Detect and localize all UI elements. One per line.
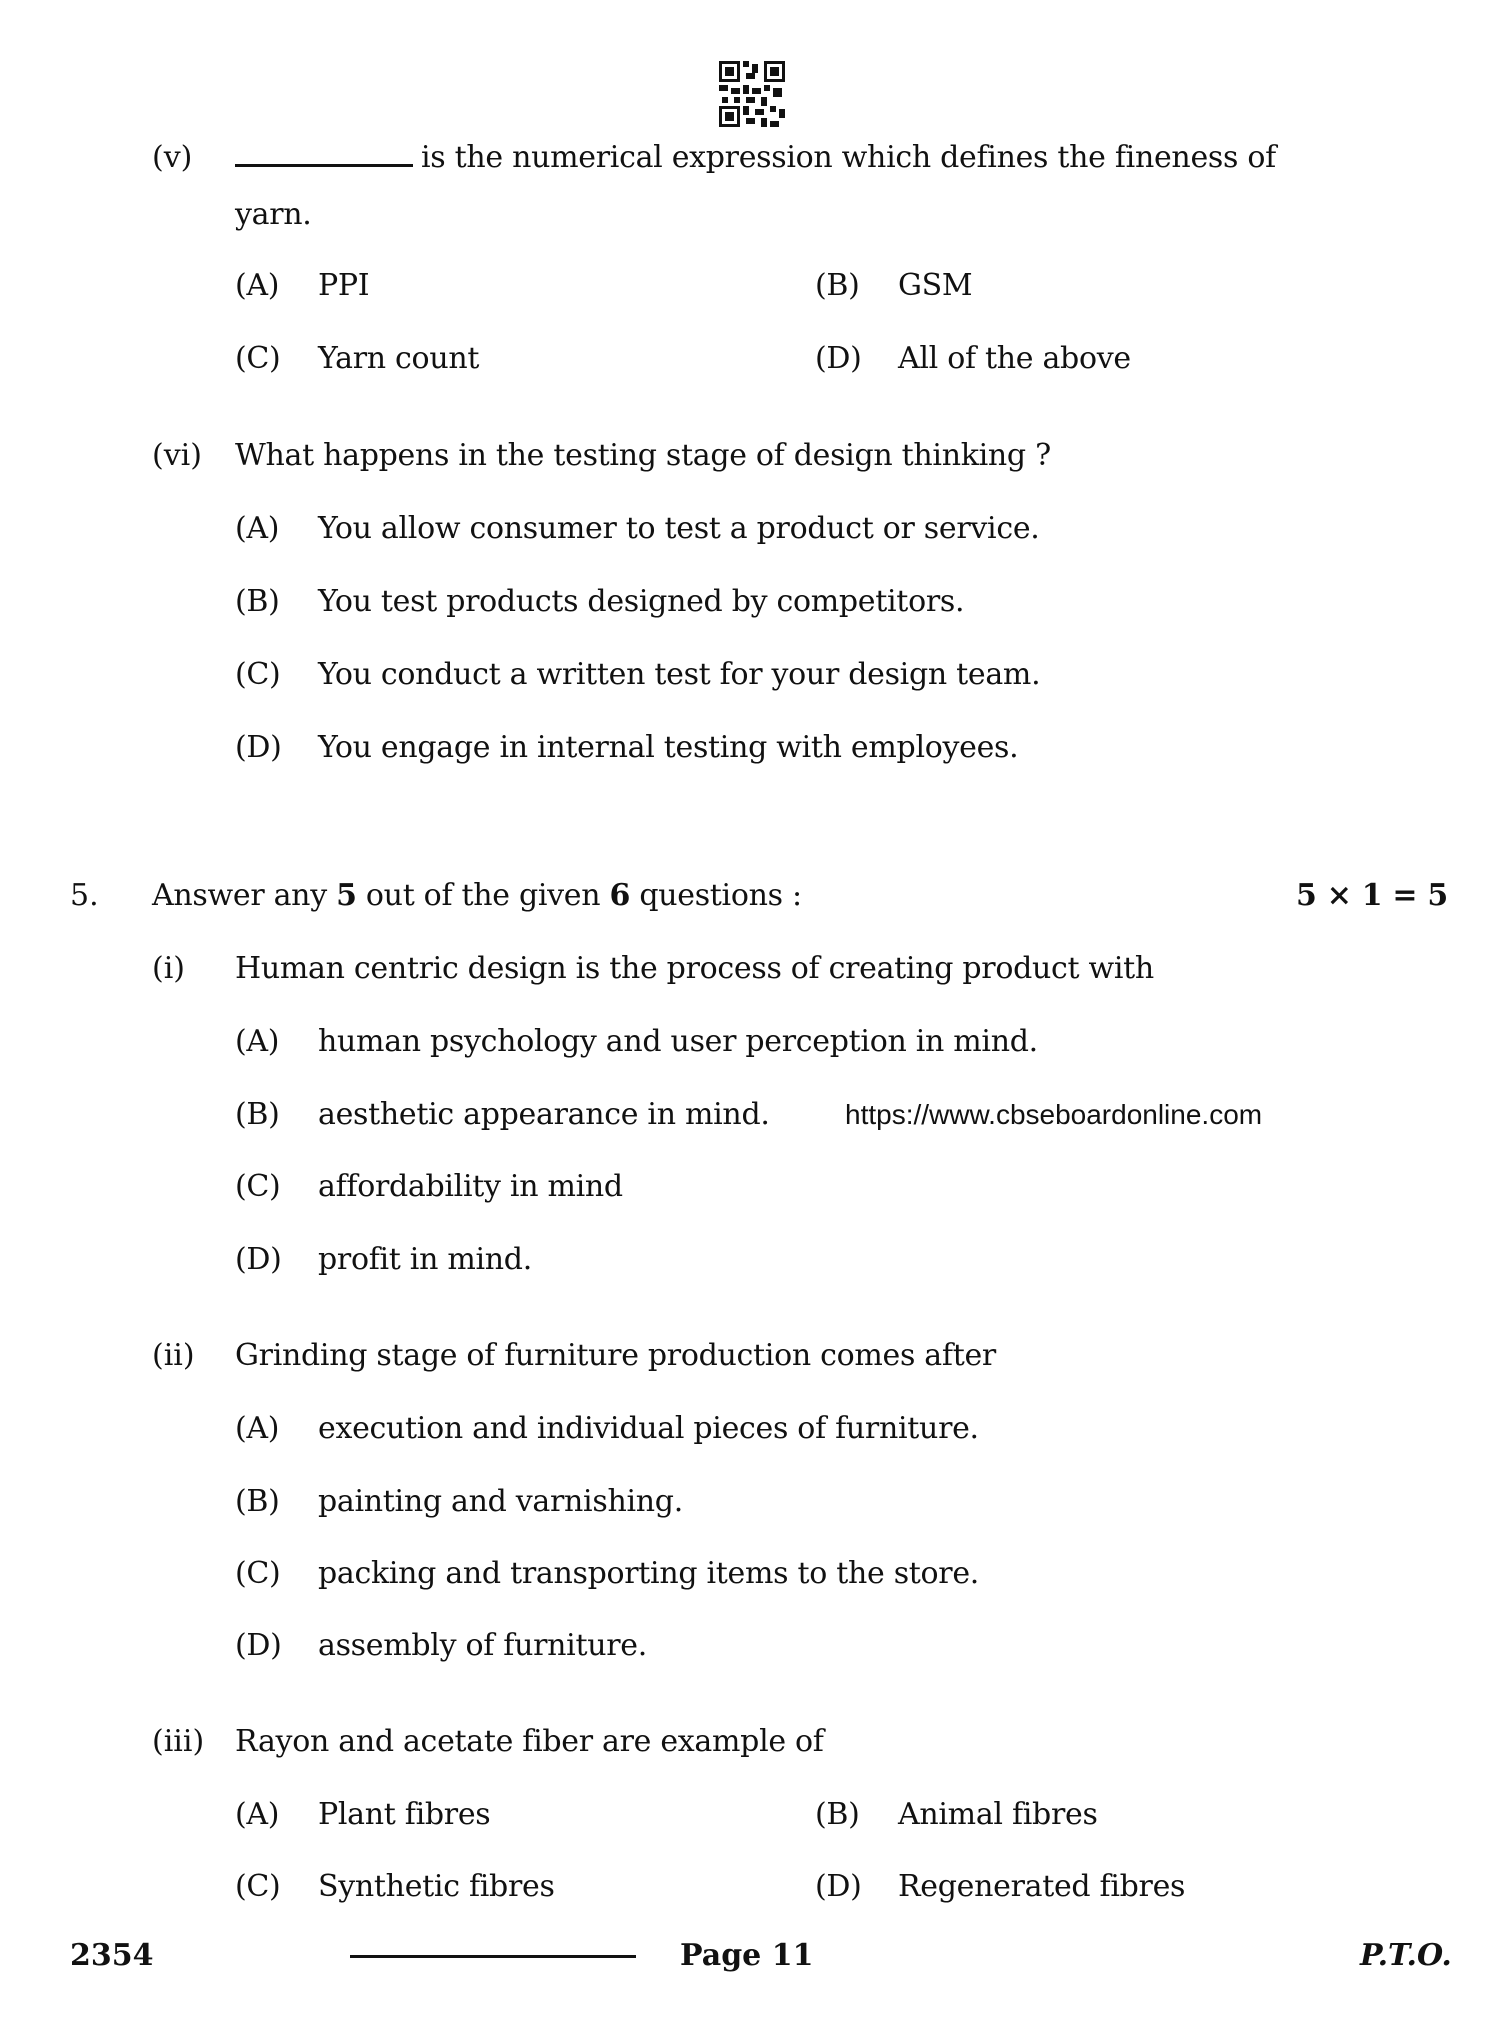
option-text: GSM xyxy=(898,268,973,303)
question-text: Rayon and acetate fiber are example of xyxy=(235,1724,824,1759)
option-label: (D) xyxy=(235,730,282,765)
option-label: (C) xyxy=(235,1869,281,1904)
question-text-continued: yarn. xyxy=(235,197,312,232)
option-label: (D) xyxy=(235,1242,282,1277)
option-label: (B) xyxy=(815,1797,860,1832)
option-label: (A) xyxy=(235,1411,280,1446)
option-text: aesthetic appearance in mind. xyxy=(318,1097,770,1132)
option-label: (A) xyxy=(235,1024,280,1059)
option-label: (B) xyxy=(235,1097,280,1132)
pto-label: P.T.O. xyxy=(1360,1938,1452,1973)
option-text: painting and varnishing. xyxy=(318,1484,683,1519)
option-text: You allow consumer to test a product or service. xyxy=(318,511,1040,546)
question-text: Human centric design is the process of creating product with xyxy=(235,951,1154,986)
option-label: (C) xyxy=(235,657,281,692)
paper-code: 2354 xyxy=(70,1938,154,1973)
option-label: (C) xyxy=(235,341,281,376)
question-number: (v) xyxy=(152,140,193,175)
option-label: (A) xyxy=(235,511,280,546)
footer-divider xyxy=(350,1955,636,1958)
option-label: (A) xyxy=(235,1797,280,1832)
option-text: All of the above xyxy=(898,341,1131,376)
option-text: You test products designed by competitors. xyxy=(318,584,965,619)
question-text: is the numerical expression which defines the fineness of xyxy=(235,140,1276,176)
question-text: Grinding stage of furniture production comes after xyxy=(235,1338,996,1373)
option-text: Yarn count xyxy=(318,341,480,376)
question-number: (vi) xyxy=(152,438,202,473)
question-number: (ii) xyxy=(152,1338,195,1373)
option-text: execution and individual pieces of furniture. xyxy=(318,1411,979,1446)
option-label: (C) xyxy=(235,1556,281,1591)
option-text: Animal fibres xyxy=(898,1797,1098,1832)
option-text: Plant fibres xyxy=(318,1797,491,1832)
option-text: Regenerated fibres xyxy=(898,1869,1186,1904)
question-instruction: Answer any 5 out of the given 6 questions : xyxy=(152,878,802,913)
option-text: You conduct a written test for your design team. xyxy=(318,657,1041,692)
option-label: (B) xyxy=(235,584,280,619)
fill-in-blank xyxy=(235,140,413,167)
option-text: PPI xyxy=(318,268,370,303)
marks-allocation: 5 × 1 = 5 xyxy=(1296,878,1448,913)
option-text: assembly of furniture. xyxy=(318,1628,647,1663)
option-text: affordability in mind xyxy=(318,1169,623,1204)
watermark-url: https://www.cbseboardonline.com xyxy=(845,1099,1263,1130)
question-number: (iii) xyxy=(152,1724,205,1759)
question-number: (i) xyxy=(152,951,186,986)
option-text: You engage in internal testing with employees. xyxy=(318,730,1019,765)
question-number: 5. xyxy=(70,878,99,913)
qr-code-icon xyxy=(716,58,788,130)
option-label: (D) xyxy=(235,1628,282,1663)
page-number: Page 11 xyxy=(680,1938,814,1973)
option-label: (B) xyxy=(815,268,860,303)
option-text: Synthetic fibres xyxy=(318,1869,555,1904)
option-label: (D) xyxy=(815,341,862,376)
option-label: (D) xyxy=(815,1869,862,1904)
option-label: (C) xyxy=(235,1169,281,1204)
option-text: human psychology and user perception in mind. xyxy=(318,1024,1038,1059)
option-text: profit in mind. xyxy=(318,1242,532,1277)
option-label: (A) xyxy=(235,268,280,303)
option-text: packing and transporting items to the store. xyxy=(318,1556,980,1591)
question-text: What happens in the testing stage of design thinking ? xyxy=(235,438,1051,473)
option-label: (B) xyxy=(235,1484,280,1519)
